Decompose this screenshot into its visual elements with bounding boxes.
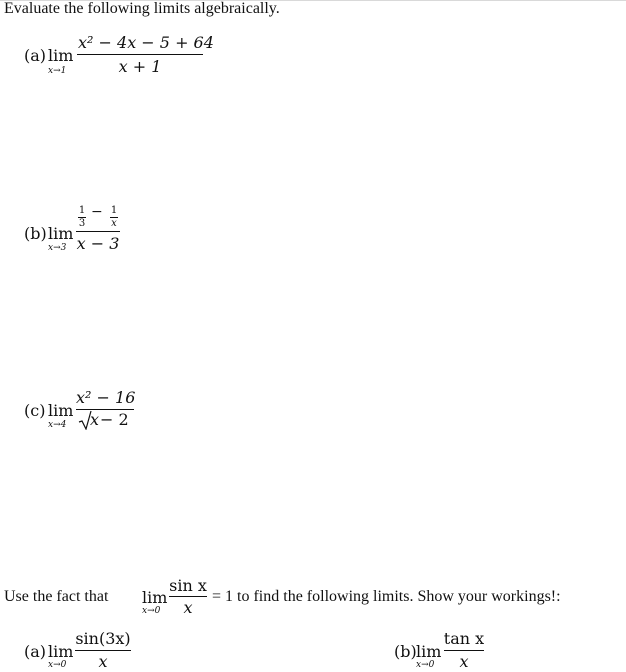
lim-subscript: x→0: [48, 660, 67, 670]
lim-operator: lim: [142, 588, 168, 607]
part-label: (b): [394, 642, 417, 661]
fraction-denominator: x: [459, 652, 469, 671]
inner-right-numerator: 1: [110, 205, 118, 216]
fact-intro-text: Use the fact that: [4, 588, 109, 605]
sqrt-radicand: x: [90, 410, 100, 429]
fraction-bar: [169, 596, 207, 597]
lim-subscript: x→0: [142, 606, 161, 616]
fraction-numerator: sin(3x): [75, 629, 131, 648]
inner-minus: −: [91, 204, 103, 220]
instructions-heading: Evaluate the following limits algebraically.: [4, 0, 280, 17]
fraction-numerator: sin x: [169, 576, 207, 595]
fraction-numerator: x² − 4x − 5 + 64: [78, 33, 214, 52]
fraction-denominator: x + 1: [118, 57, 162, 76]
fraction-bar: [444, 650, 484, 651]
fraction-bar: [77, 54, 203, 55]
lim-operator: lim: [48, 642, 74, 661]
fraction-numerator: tan x: [443, 629, 485, 648]
lim-subscript: x→0: [416, 660, 435, 670]
inner-left-denominator: 3: [78, 218, 86, 229]
fraction-numerator: x² − 16: [76, 388, 136, 407]
part-label: (b): [24, 224, 47, 243]
part-label: (c): [24, 401, 46, 420]
inner-left-numerator: 1: [78, 205, 86, 216]
lim-operator: lim: [416, 642, 442, 661]
lim-subscript: x→3: [48, 243, 67, 253]
part-label: (a): [24, 642, 47, 661]
lim-operator: lim: [48, 224, 74, 243]
fraction-bar: [75, 650, 131, 651]
fraction-denominator: x: [183, 598, 193, 617]
denominator-rest: − 2: [100, 410, 129, 429]
fraction-bar: [76, 231, 120, 232]
lim-operator: lim: [48, 46, 74, 65]
fraction-denominator: x: [98, 652, 108, 671]
fact-outro-text: = 1 to find the following limits. Show your workings!:: [212, 588, 561, 605]
lim-operator: lim: [48, 401, 74, 420]
lim-subscript: x→1: [48, 66, 67, 76]
fraction-denominator: x − 3: [76, 234, 120, 253]
lim-subscript: x→4: [48, 420, 67, 430]
inner-right-denominator: x: [111, 218, 117, 229]
part-label: (a): [24, 46, 47, 65]
